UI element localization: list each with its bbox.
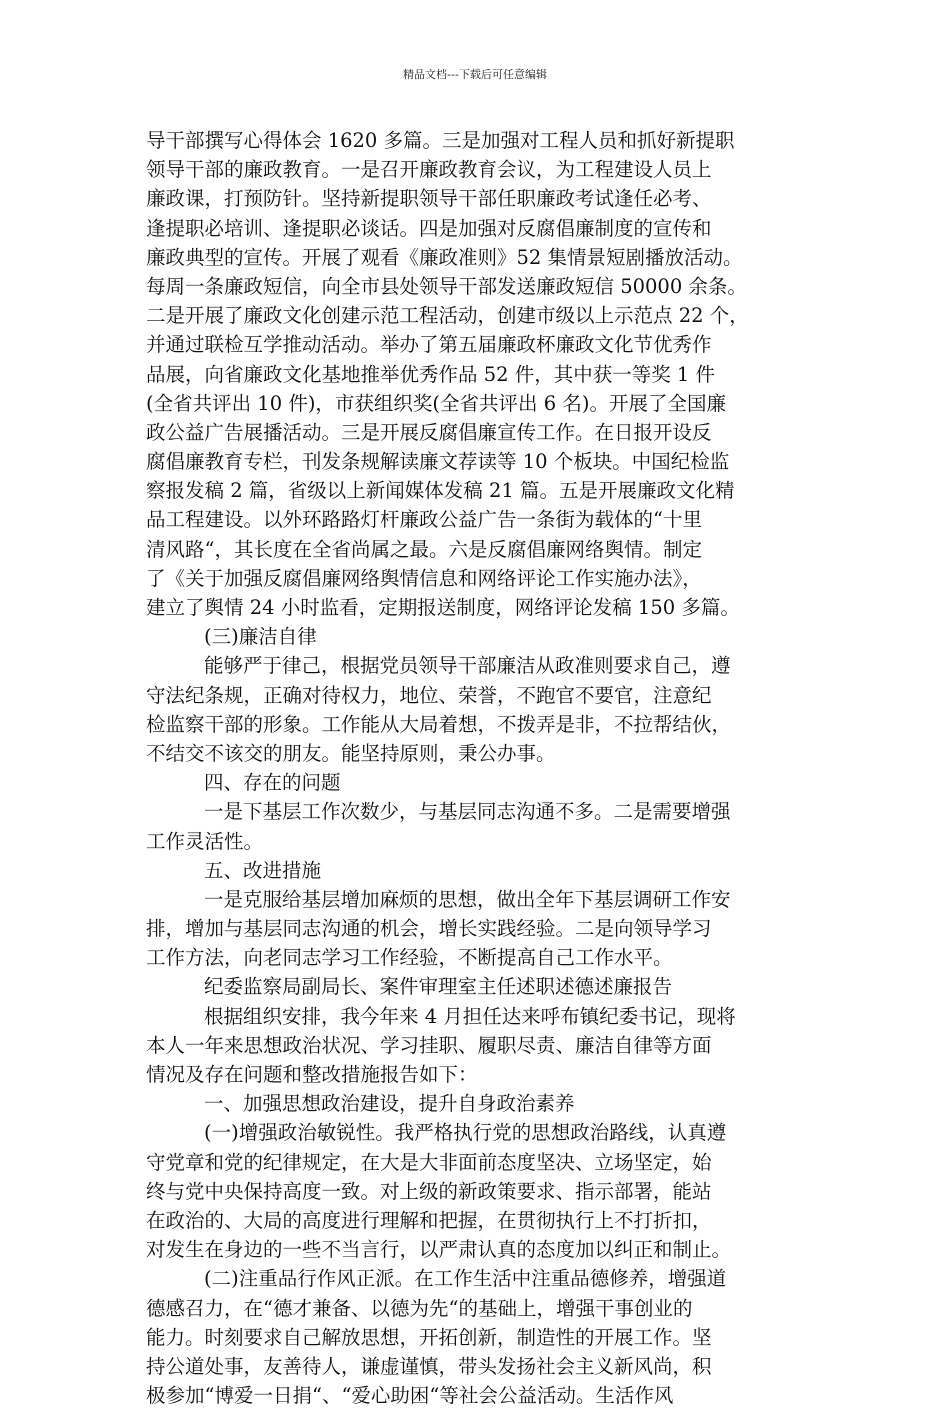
text-line: 导干部撰写心得体会 1620 多篇。三是加强对工程人员和抓好新提职 bbox=[146, 129, 735, 152]
text-line: 工作方法，向老同志学习工作经验，不断提高自己工作水平。 bbox=[146, 946, 673, 970]
text-line: 终与党中央保持高度一致。对上级的新政策要求、指示部署，能站 bbox=[146, 1179, 712, 1203]
text-line: 不结交不该交的朋友。能坚持原则，秉公办事。 bbox=[146, 741, 556, 765]
document-body bbox=[146, 126, 814, 1410]
text-line: 廉政课，打预防针。坚持新提职领导干部任职廉政考试逢任必考、 bbox=[146, 187, 712, 211]
text-line: 品展，向省廉政文化基地推举优秀作品 52 件，其中获一等奖 1 件 bbox=[146, 362, 716, 386]
section-heading: 一、加强思想政治建设，提升自身政治素养 bbox=[204, 1092, 575, 1116]
text-line: 情况及存在问题和整改措施报告如下： bbox=[146, 1063, 478, 1086]
text-line: 守党章和党的纪律规定，在大是大非面前态度坚决、立场坚定，始 bbox=[146, 1150, 712, 1174]
section-heading: 五、改进措施 bbox=[204, 858, 322, 882]
text-line: 根据组织安排，我今年来 4 月担任达来呼布镇纪委书记，现将 bbox=[204, 1004, 736, 1028]
text-line: 建立了舆情 24 小时监看，定期报送制度，网络评论发稿 150 多篇。 bbox=[146, 596, 740, 619]
text-line: 检监察干部的形象。工作能从大局着想，不拨弄是非，不拉帮结伙， bbox=[146, 712, 732, 736]
text-line: 品工程建设。以外环路路灯杆廉政公益广告一条街为载体的“十里 bbox=[146, 508, 702, 532]
text-line: 逢提职必培训、逢提职必谈话。四是加强对反腐倡廉制度的宣传和 bbox=[146, 216, 712, 240]
text-line: 一是克服给基层增加麻烦的思想，做出全年下基层调研工作安 bbox=[204, 887, 731, 911]
text-line: 工作灵活性。 bbox=[146, 829, 264, 853]
text-line: 能力。时刻要求自己解放思想，开拓创新，制造性的开展工作。坚 bbox=[146, 1325, 712, 1349]
text-line: 清风路“，其长度在全省尚属之最。六是反腐倡廉网络舆情。制定 bbox=[146, 537, 702, 561]
text-line: 能够严于律己，根据党员领导干部廉洁从政准则要求自己，遵 bbox=[204, 654, 731, 678]
text-line: 领导干部的廉政教育。一是召开廉政教育会议，为工程建设人员上 bbox=[146, 158, 712, 182]
text-line: 廉政典型的宣传。开展了观看《廉政准则》52 集情景短剧播放活动。 bbox=[146, 245, 743, 269]
text-line: 每周一条廉政短信，向全市县处领导干部发送廉政短信 50000 余条。 bbox=[146, 274, 747, 298]
report-title: 纪委监察局副局长、案件审理室主任述职述德述廉报告 bbox=[204, 975, 673, 999]
text-line: 持公道处事，友善待人，谦虚谨慎，带头发扬社会主义新风尚，积 bbox=[146, 1354, 712, 1378]
text-line: (一)增强政治敏锐性。我严格执行党的思想政治路线，认真遵 bbox=[204, 1121, 727, 1145]
page-header: 精品文档---下载后可任意编辑 bbox=[403, 68, 547, 81]
text-line: 排，增加与基层同志沟通的机会，增长实践经验。二是向领导学习 bbox=[146, 917, 712, 941]
text-line: 守法纪条规，正确对待权力，地位、荣誉，不跑官不要官，注意纪 bbox=[146, 683, 712, 707]
text-line: 二是开展了廉政文化创建示范工程活动，创建市级以上示范点 22 个， bbox=[146, 304, 749, 328]
text-line: 对发生在身边的一些不当言行，以严肃认真的态度加以纠正和制止。 bbox=[146, 1238, 732, 1262]
text-line: 本人一年来思想政治状况、学习挂职、履职尽责、廉洁自律等方面 bbox=[146, 1033, 712, 1057]
section-heading: (三)廉洁自律 bbox=[204, 625, 317, 649]
text-line: 并通过联检互学推动活动。举办了第五届廉政杯廉政文化节优秀作 bbox=[146, 333, 712, 357]
text-line: (全省共评出 10 件)，市获组织奖(全省共评出 6 名)。开展了全国廉 bbox=[146, 391, 726, 415]
text-line: 政公益广告展播活动。三是开展反腐倡廉宣传工作。在日报开设反 bbox=[146, 420, 712, 444]
section-heading: 四、存在的问题 bbox=[204, 771, 341, 795]
text-line: 察报发稿 2 篇，省级以上新闻媒体发稿 21 篇。五是开展廉政文化精 bbox=[146, 479, 735, 503]
text-line: 一是下基层工作次数少，与基层同志沟通不多。二是需要增强 bbox=[204, 800, 731, 824]
text-line: (二)注重品行作风正派。在工作生活中注重品德修养，增强道 bbox=[204, 1267, 727, 1291]
text-line: 德感召力，在“德才兼备、以德为先“的基础上，增强干事创业的 bbox=[146, 1296, 693, 1320]
text-line: 极参加“博爱一日捐“、“爱心助困“等社会公益活动。生活作风 bbox=[146, 1384, 674, 1408]
text-line: 腐倡廉教育专栏，刊发条规解读廉文荐读等 10 个板块。中国纪检监 bbox=[146, 450, 730, 474]
text-line: 在政治的、大局的高度进行理解和把握，在贯彻执行上不打折扣， bbox=[146, 1208, 712, 1232]
text-line: 了《关于加强反腐倡廉网络舆情信息和网络评论工作实施办法》， bbox=[146, 566, 702, 590]
